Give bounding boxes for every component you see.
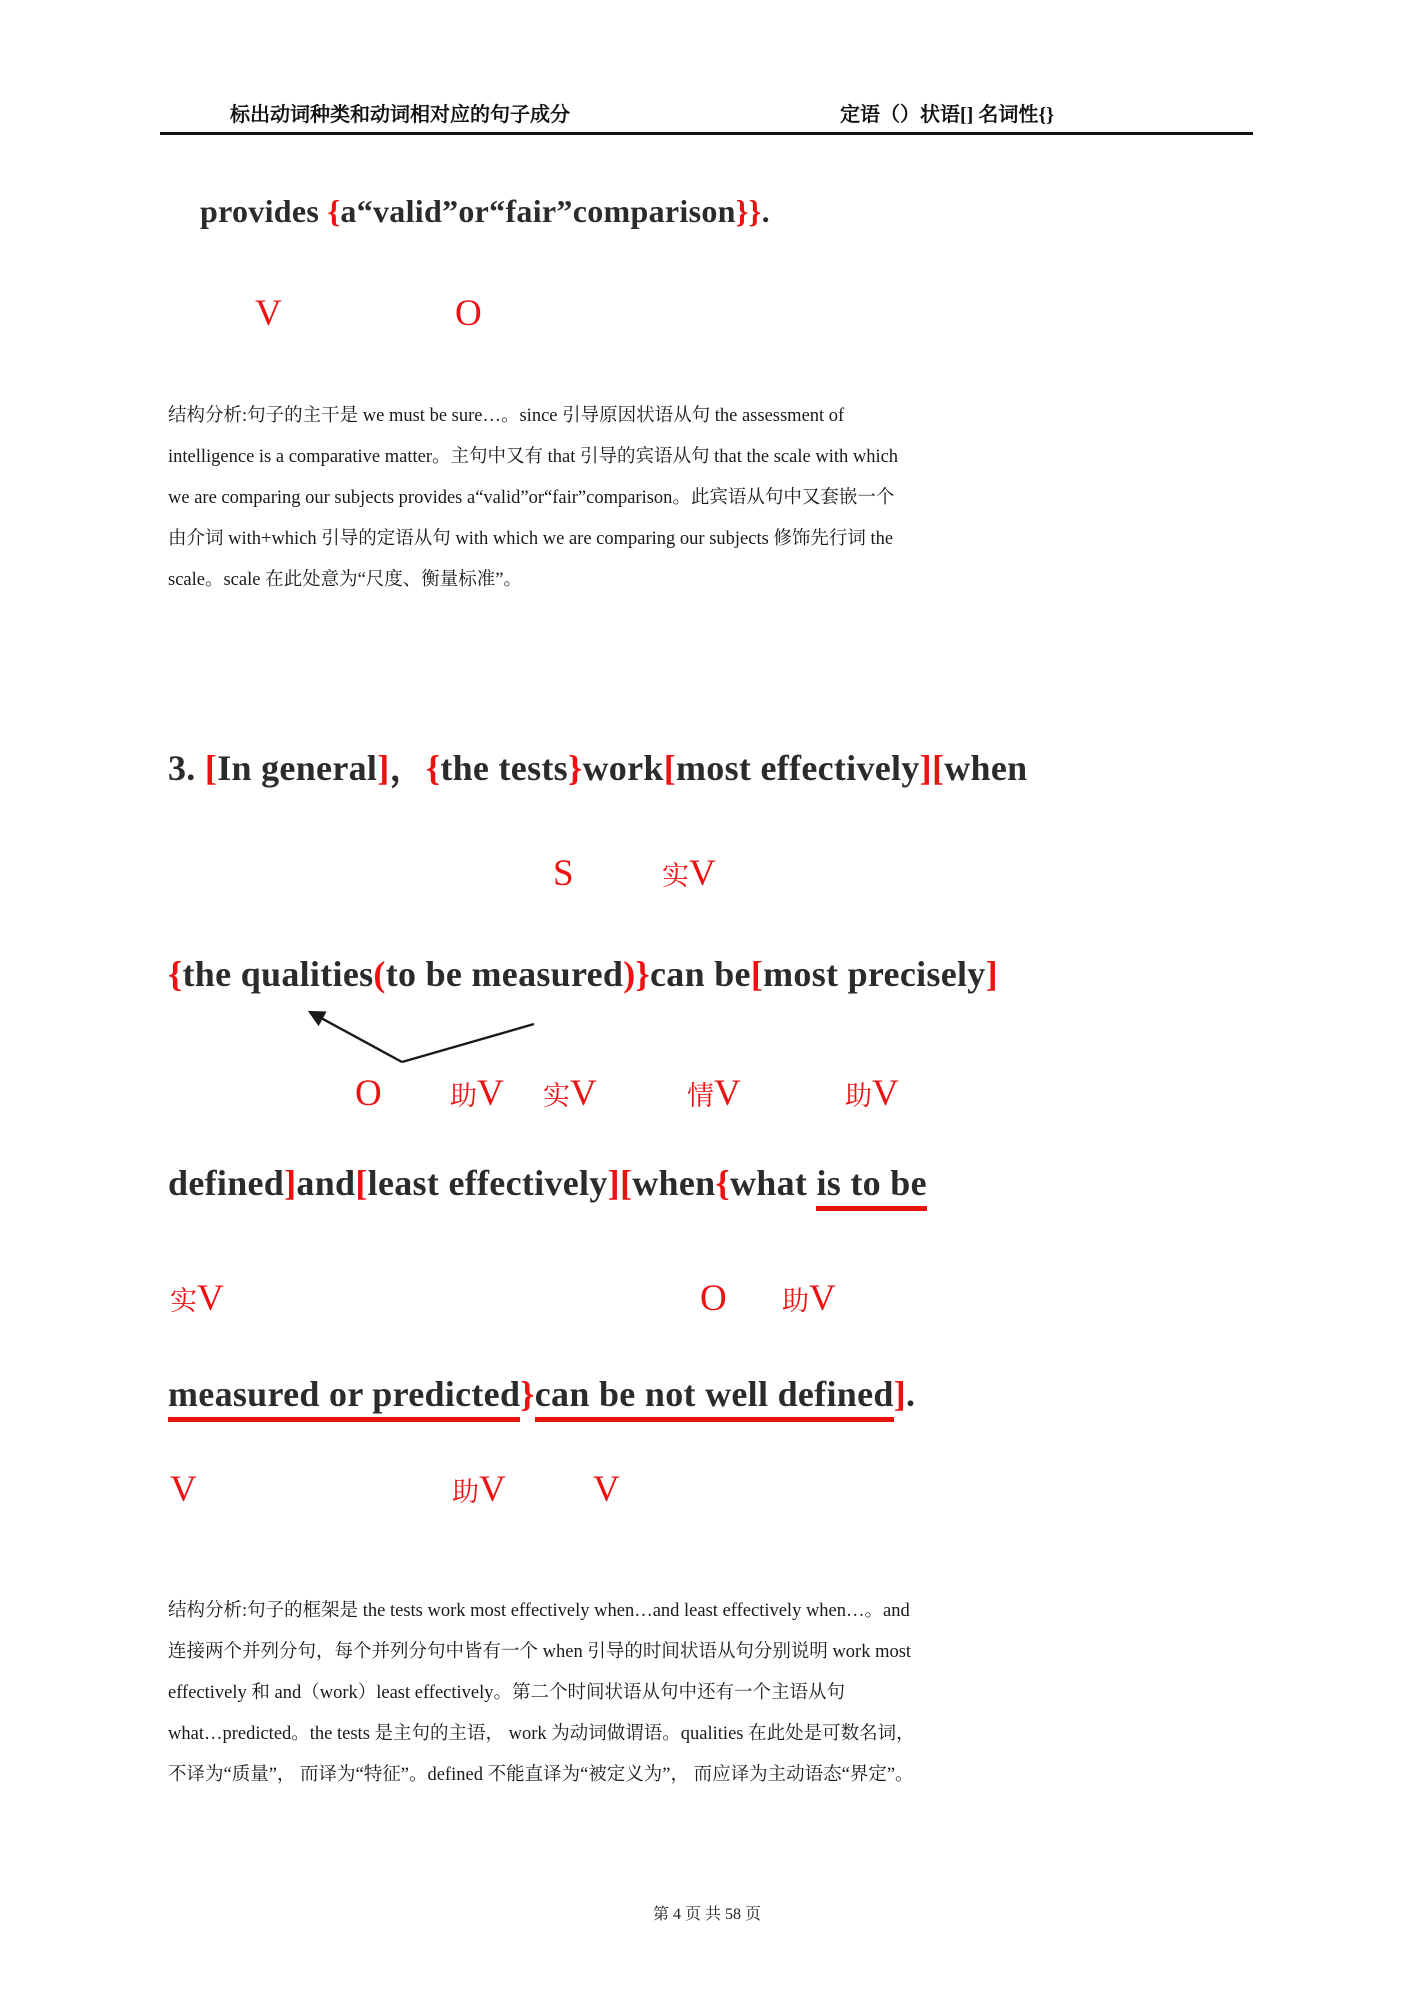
text-segment: defined — [168, 1163, 285, 1203]
marker-zhu-letter: V — [479, 1469, 506, 1510]
sentence3-line1 — [168, 742, 1027, 794]
text-segment: when — [632, 1163, 716, 1203]
text-segment: ] — [985, 954, 998, 994]
analysis-text-line: intelligence is a comparative matter。主句中又有 that 引导的宾语从句 that the scale with which — [168, 447, 899, 467]
marker-o: O — [700, 1278, 727, 1319]
marker-shi-letter: V — [197, 1278, 224, 1319]
analysis-text-line: we are comparing our subjects provides a“valid”or“fair”comparison。此宾语从句中又套嵌一个 — [168, 488, 895, 508]
qualities-pointer-arrows-icon — [292, 1002, 542, 1068]
analysis-text-line: scale。scale 在此处意为“尺度、衡量标准”。 — [168, 570, 522, 590]
analysis-text-line: what…predicted。the tests 是主句的主语， work 为动词做谓语。qualities 在此处是可数名词， — [168, 1724, 915, 1744]
text-segment: ] — [284, 1163, 297, 1203]
text-segment: . — [905, 1374, 916, 1414]
sentence2-markers — [0, 292, 1414, 344]
marker-v: V — [593, 1469, 620, 1510]
text-segment: In general — [217, 748, 378, 788]
header-legend: 定语（）状语[] 名词性{} — [840, 104, 1055, 126]
text-segment: } — [567, 748, 583, 788]
marker-qing-letter: V — [714, 1073, 741, 1114]
text-segment: { — [327, 193, 341, 229]
analysis-text-line: 结构分析:句子的主干是 we must be sure…。since 引导原因状语从句 the assessment of — [168, 406, 845, 426]
text-segment: work — [582, 748, 664, 788]
marker-shi-label: 实 — [170, 1286, 197, 1316]
text-segment: { — [715, 1163, 730, 1203]
marker-zhu-label: 助 — [450, 1081, 477, 1111]
sentence3-analysis-paragraph — [168, 1591, 1258, 1796]
text-segment: ] — [919, 748, 932, 788]
text-segment: can be not well defined — [535, 1374, 894, 1422]
text-segment: least effectively — [367, 1163, 608, 1203]
text-segment: ， — [389, 748, 426, 788]
text-segment: can be — [650, 954, 751, 994]
text-segment: measured or predicted — [168, 1374, 520, 1422]
text-segment: )} — [623, 954, 651, 994]
text-segment: ] — [607, 1163, 620, 1203]
sentence3-markers-row2 — [0, 1072, 1414, 1124]
text-segment: when — [944, 748, 1028, 788]
marker-zhu-v-2 — [845, 1072, 899, 1118]
page-number: 第 4 页 共 58 页 — [652, 1906, 761, 1923]
marker-shi-label: 实 — [543, 1081, 570, 1111]
marker-shi-label: 实 — [662, 861, 689, 891]
marker-o: O — [455, 293, 482, 334]
marker-shi-v — [170, 1277, 224, 1323]
text-segment: [ — [355, 1163, 368, 1203]
text-segment: } — [520, 1374, 535, 1414]
marker-shi-v — [543, 1072, 597, 1118]
text-segment: most effectively — [675, 748, 920, 788]
text-segment: { — [425, 748, 441, 788]
text-segment: a“valid”or“fair”comparison — [340, 193, 736, 229]
marker-zhu-v — [452, 1468, 506, 1514]
text-segment: ] — [893, 1374, 906, 1414]
text-segment: provides — [200, 193, 328, 229]
text-segment: [ — [204, 748, 218, 788]
sentence2-text-line — [200, 185, 770, 237]
sentence3-markers-row3 — [0, 1277, 1414, 1329]
text-segment: is to be — [816, 1163, 926, 1211]
sentence3-markers-row1 — [0, 852, 1414, 904]
text-segment: [ — [750, 954, 764, 994]
text-segment: most precisely — [763, 954, 986, 994]
marker-zhu-label: 助 — [845, 1081, 872, 1111]
text-segment: and — [296, 1163, 356, 1203]
marker-zhu-v — [782, 1277, 836, 1323]
analysis-text-line: 连接两个并列分句，每个并列分句中皆有一个 when 引导的时间状语从句分别说明 work most — [168, 1642, 912, 1662]
marker-zhu-v-1 — [450, 1072, 504, 1118]
text-segment: [ — [663, 748, 676, 788]
sentence2-analysis-paragraph — [168, 396, 1258, 601]
marker-qing-v — [687, 1072, 741, 1118]
marker-zhu-letter: V — [872, 1073, 899, 1114]
text-segment: ] — [377, 748, 390, 788]
text-segment: { — [168, 954, 183, 994]
text-segment: }} — [735, 193, 762, 229]
text-segment: [ — [619, 1163, 633, 1203]
header-divider — [160, 132, 1253, 135]
analysis-text-line: 由介词 with+which 引导的定语从句 with which we are comparing our subjects 修饰先行词 the — [168, 529, 894, 549]
text-segment: the tests — [440, 748, 568, 788]
header-instruction: 标出动词种类和动词相对应的句子成分 — [230, 104, 570, 126]
marker-zhu-label: 助 — [452, 1477, 479, 1507]
text-segment: . — [761, 193, 770, 229]
text-segment: 3. — [168, 748, 205, 788]
marker-zhu-label: 助 — [782, 1286, 809, 1316]
marker-v: V — [170, 1469, 197, 1510]
analysis-text-line: 不译为“质量”， 而译为“特征”。defined 不能直译为“被定义为”， 而应译为主动语态“界定”。 — [168, 1765, 914, 1785]
marker-o: O — [355, 1073, 382, 1114]
text-segment: to be measured — [385, 954, 624, 994]
marker-shi-v — [662, 852, 716, 898]
marker-shi-letter: V — [570, 1073, 597, 1114]
text-segment: the qualities — [182, 954, 374, 994]
marker-shi-letter: V — [689, 853, 716, 894]
marker-zhu-letter: V — [477, 1073, 504, 1114]
text-segment: ( — [373, 954, 386, 994]
marker-v: V — [255, 293, 282, 334]
marker-qing-label: 情 — [687, 1081, 714, 1111]
sentence3-line2 — [168, 948, 998, 1000]
sentence3-line3 — [168, 1157, 927, 1209]
sentence3-markers-row4 — [0, 1468, 1414, 1520]
text-segment: what — [729, 1163, 817, 1203]
marker-zhu-letter: V — [809, 1278, 836, 1319]
sentence3-line4 — [168, 1368, 915, 1420]
marker-s: S — [553, 853, 574, 894]
analysis-text-line: 结构分析:句子的框架是 the tests work most effectively when…and least effectively when…。and — [168, 1601, 910, 1621]
text-segment: [ — [931, 748, 945, 788]
analysis-text-line: effectively 和 and（work）least effectively。第二个时间状语从句中还有一个主语从句 — [168, 1683, 846, 1703]
